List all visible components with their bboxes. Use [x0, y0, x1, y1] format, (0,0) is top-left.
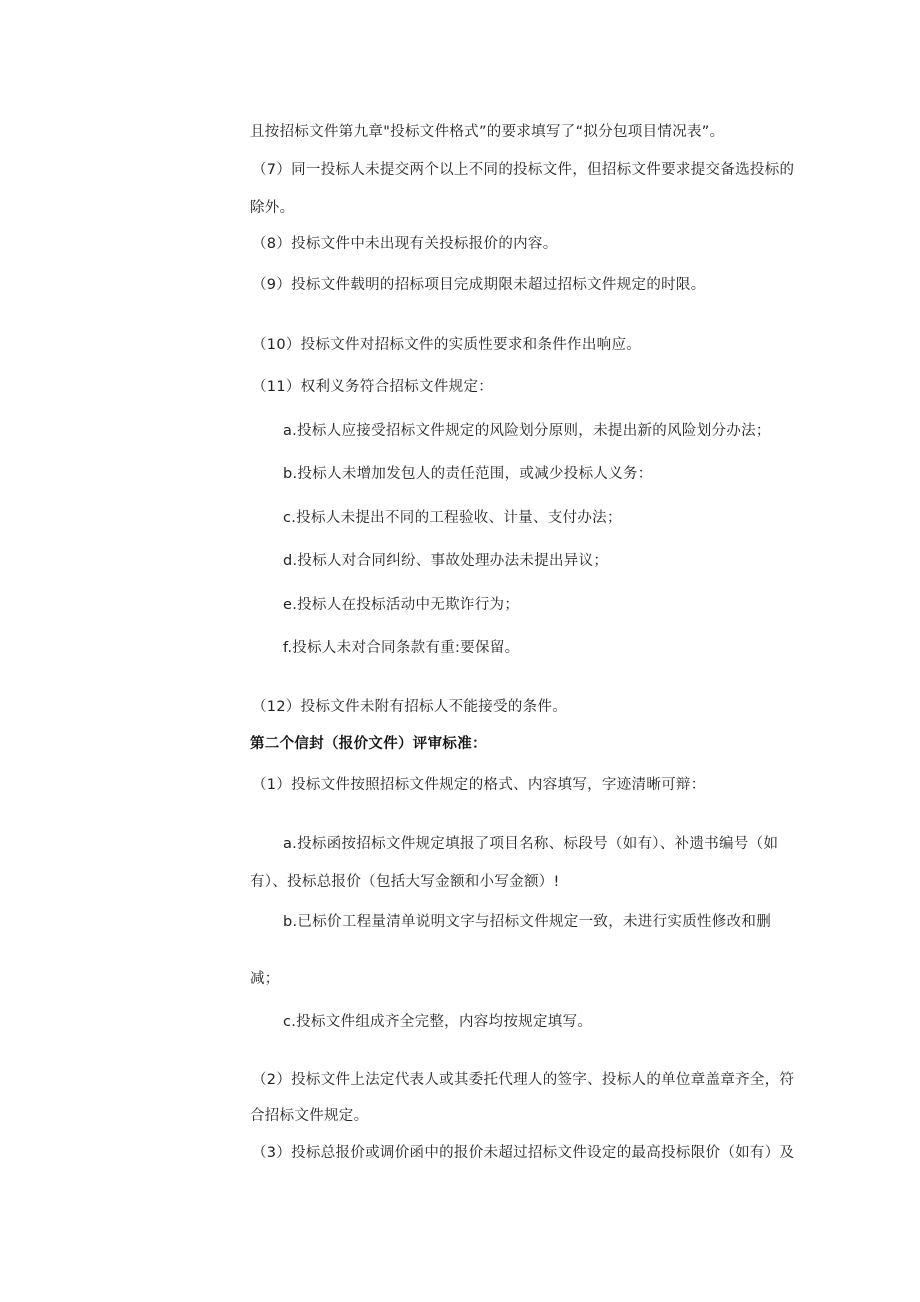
list-item: d.投标人对合同纠纷、事故处理办法未提出异议； — [283, 553, 609, 569]
list-item: b.投标人未增加发包人的责任范围，或减少投标人义务： — [283, 466, 653, 482]
text-line: （12）投标文件未附有招标人不能接受的条件。 — [252, 699, 568, 715]
list-item: b.已标价工程量清单说明文字与招标文件规定一致，未进行实质性修改和删 — [283, 914, 772, 930]
text-line: 除外。 — [250, 200, 295, 216]
text-line: （9）投标文件载明的招标项目完成期限未超过招标文件规定的时限。 — [252, 277, 706, 293]
text-line: 且按招标文件第九章"投标文件格式”的要求填写了“拟分包项目情况表”。 — [250, 124, 725, 140]
text-line: （8）投标文件中未出现有关投标报价的内容。 — [252, 236, 558, 252]
text-line: 合招标文件规定。 — [250, 1108, 369, 1124]
text-line: （11）权利义务符合招标文件规定： — [252, 379, 494, 395]
list-item: a.投标函按招标文件规定填报了项目名称、标段号（如有）、补遗书编号（如 — [283, 836, 779, 852]
list-item: e.投标人在投标活动中无欺诈行为； — [283, 597, 520, 613]
list-item: a.投标人应接受招标文件规定的风险划分原则，未提出新的风险划分办法； — [283, 423, 771, 439]
text-line: 有）、投标总报价（包括大写金额和小写金额）! — [250, 874, 560, 890]
text-line: （3）投标总报价或调价函中的报价未超过招标文件设定的最高投标限价（如有）及 — [252, 1145, 795, 1161]
text-line: （2）投标文件上法定代表人或其委托代理人的签字、投标人的单位章盖章齐全，符 — [252, 1072, 795, 1088]
list-item: c.投标人未提出不同的工程验收、计量、支付办法； — [283, 510, 622, 526]
text-line: （1）投标文件按照招标文件规定的格式、内容填写，字迹清晰可辩： — [252, 777, 706, 793]
section-heading: 第二个信封（报价文件）评审标准： — [250, 736, 487, 752]
list-item: c.投标文件组成齐全完整，内容均按规定填写。 — [283, 1014, 593, 1030]
text-line: （10）投标文件对招标文件的实质性要求和条件作出响应。 — [252, 337, 642, 353]
text-line: 减； — [250, 971, 280, 987]
list-item: f.投标人未对合同条款有重:要保留。 — [283, 640, 520, 656]
text-line: （7）同一投标人未提交两个以上不同的投标文件，但招标文件要求提交备选投标的 — [252, 162, 795, 178]
